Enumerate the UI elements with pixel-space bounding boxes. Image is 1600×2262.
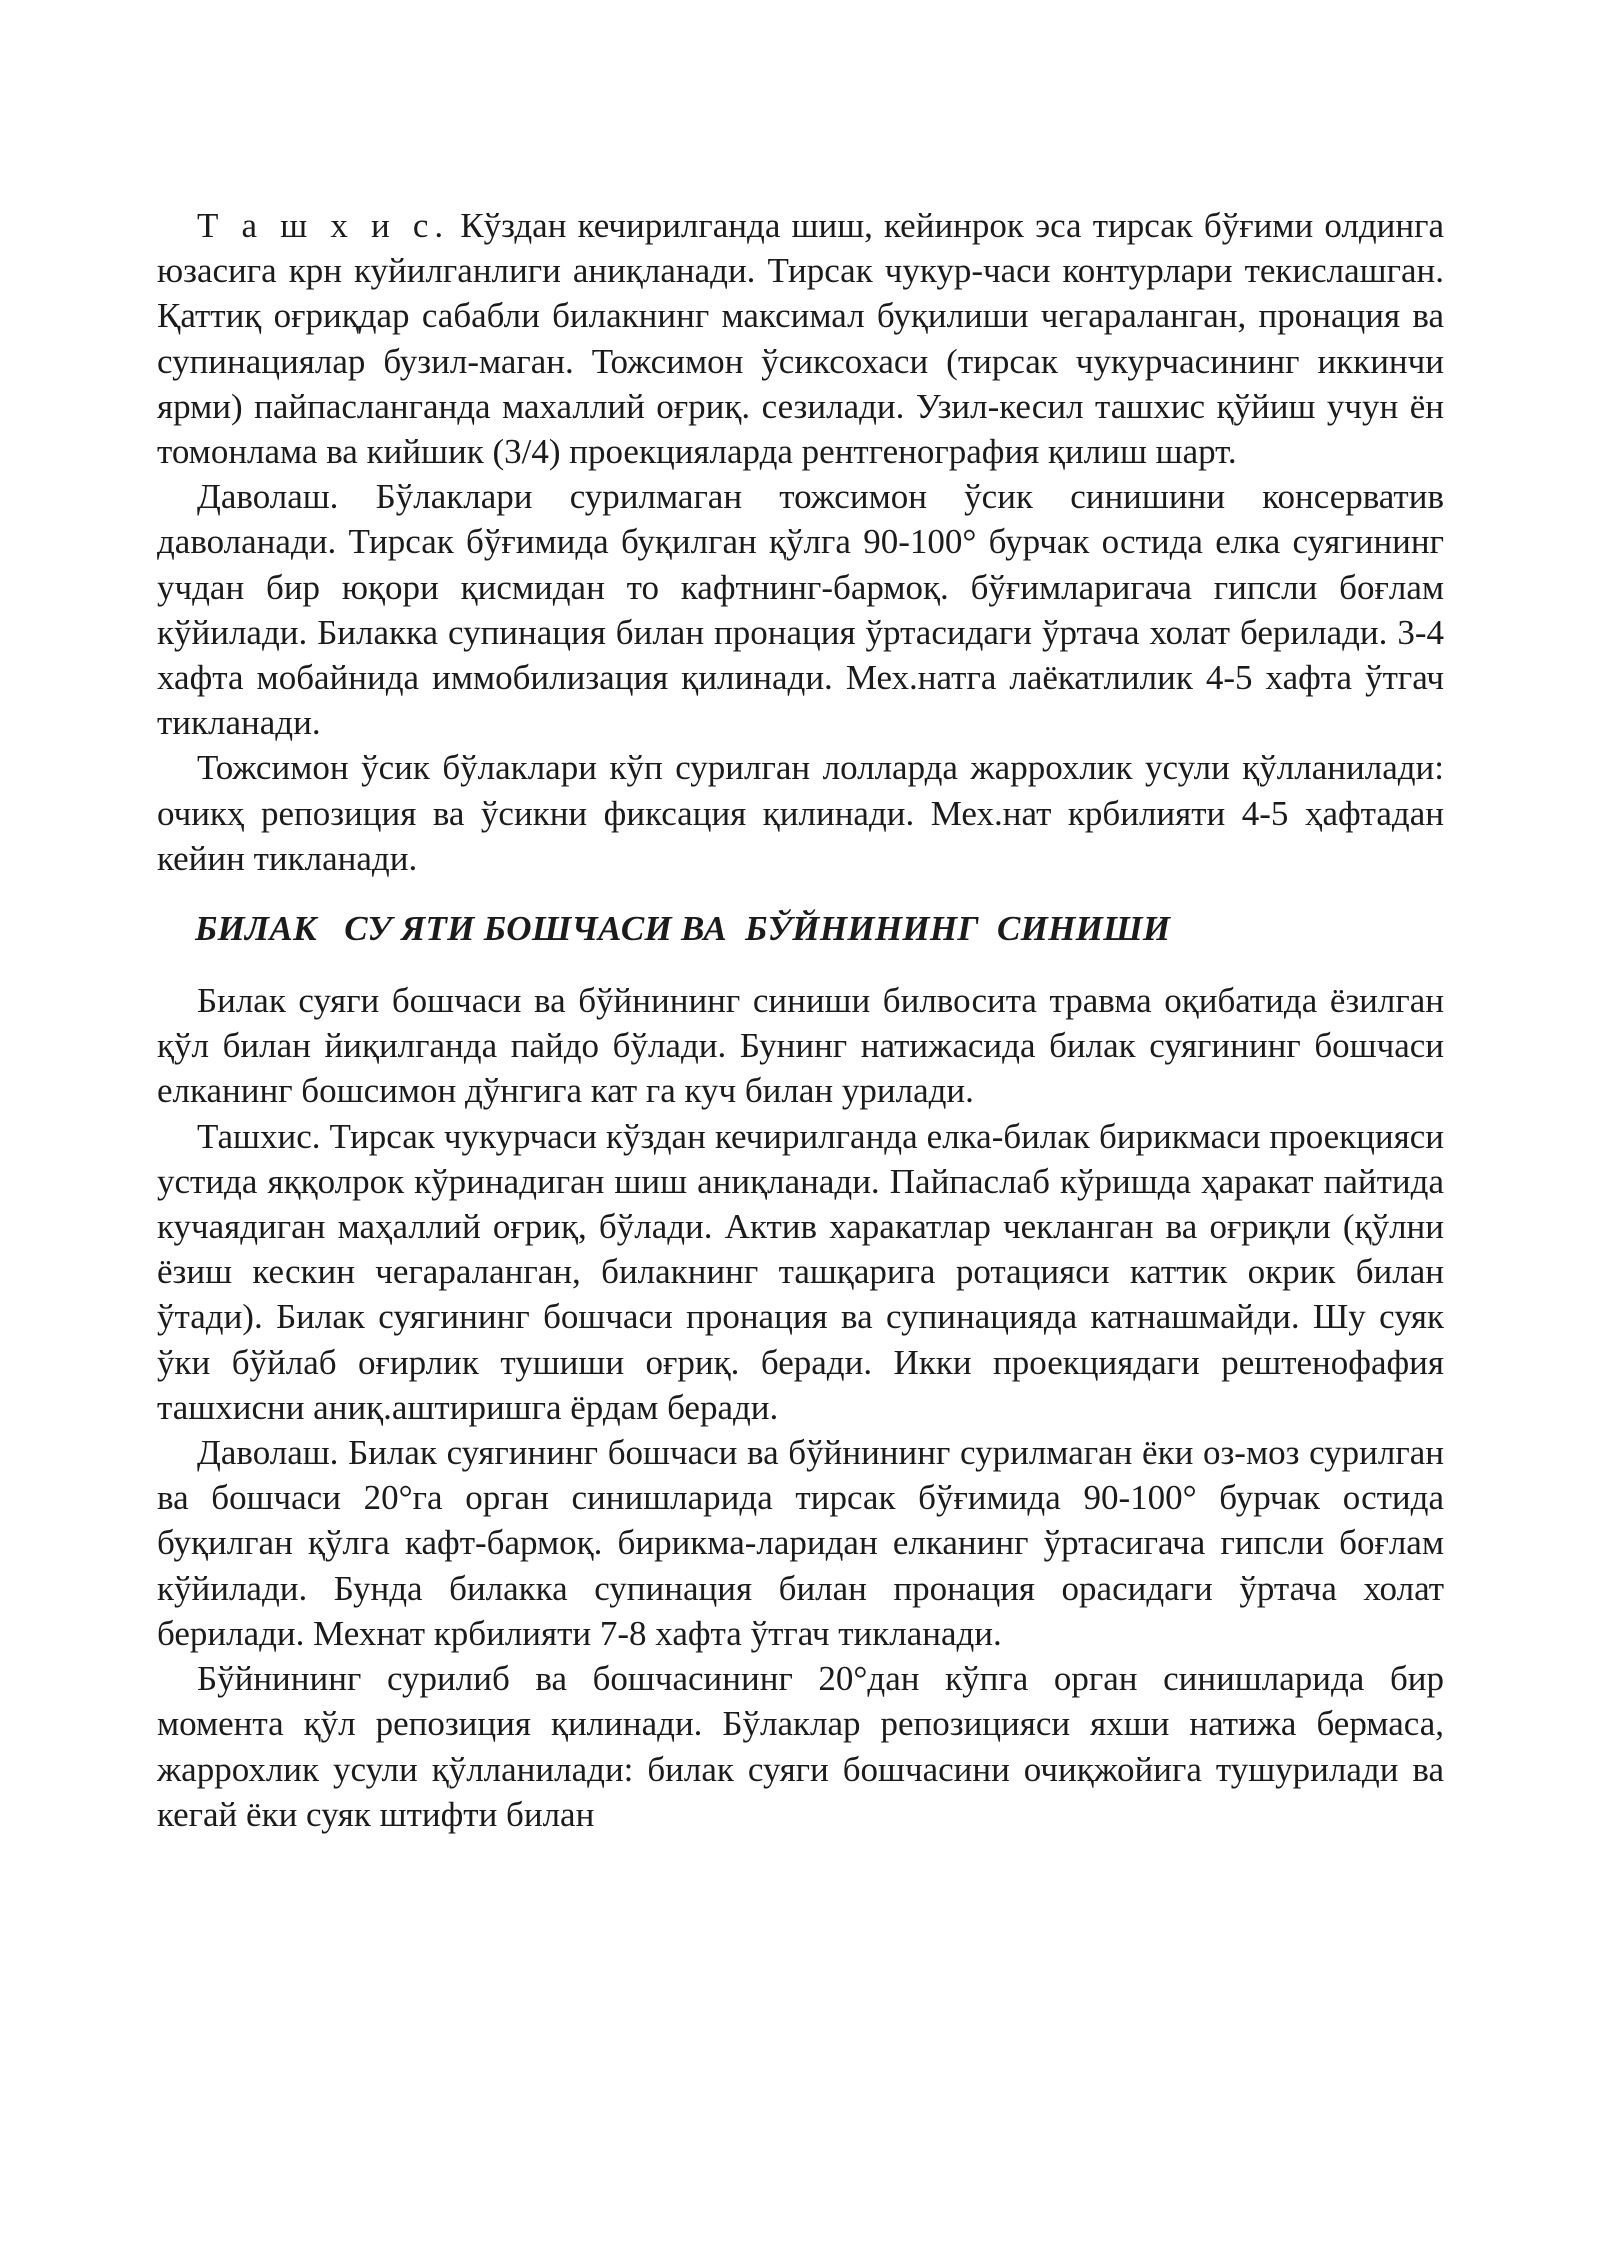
paragraph-lead-word: Т а ш х и с. (197, 206, 450, 245)
paragraph-treatment-coronoid: Даволаш. Бўлаклари сурилмаган тожсимон ўсик синишини консерватив даволанади. Тирсак бўғимида буқилган қўлга 90-100° бурчак остида елка суягининг учдан бир юқори қисмидан то кафтнинг-бармоқ. бўғимларигача гипсли боғлам кўйилади. Билакка супинация билан пронация ўртасидаги ўртача холат берилади. 3-4 хафта мобайнида иммобилизация қилинади. Мех.натга лаёкатлилик 4-5 хафта ўтгач тикланади. (157, 477, 1444, 743)
paragraph-diagnosis-radial-head: Ташхис. Тирсак чукурчаси кўздан кечирилганда елка-билак бирикмаси проекцияси устида яққолрок кўринадиган шиш аниқланади. Пайпаслаб кўришда ҳаракат пайтида кучаядиган маҳаллий оғриқ, бўлади. Актив харакатлар чекланган ва оғриқли (қўлни ёзиш кескин чегараланган, билакнинг ташқарига ротацияси каттик окрик билан ўтади). Билак суягининг бошчаси пронация ва супинацияда катнашмайди. Шу суяк ўки бўйлаб оғирлик тушиши оғриқ. беради. Икки проекциядаги рештенофафия ташхисни аниқ.аштиришга ёрдам беради. (157, 1116, 1444, 1427)
paragraph-text: Кўздан кечирилганда шиш, кейинрок эса тирсак бўғими олдинга юзасига крн куйилганлиги аниқланади. Тирсак чукур-часи контурлари текислашган. Қаттиқ оғриқдар сабабли билакнинг максимал буқилиши чегараланган, пронация ва супинациялар бузил-маган. Тожсимон ўсиксохаси (тирсак чукурчасининг иккинчи ярми) пайпасланганда махаллий оғриқ. сезилади. Узил-кесил ташхис қўйиш учун ён томонлама ва кийшик (3/4) проекцияларда рентгенография қилиш шарт. (157, 206, 1445, 472)
paragraph-treatment-radial-head: Даволаш. Билак суягининг бошчаси ва бўйнининг сурилмаган ёки оз-моз сурилган ва бошчаси 20°га орган синишларида тирсак бўғимида 90-100° бурчак остида буқилган қўлга кафт-бармоқ. бирикма-ларидан елканинг ўртасигача гипсли боғлам кўйилади. Бунда билакка супинация билан пронация орасидаги ўртача холат берилади. Мехнат крбилияти 7-8 хафта ўтгач тикланади. (157, 1433, 1444, 1653)
page-body (157, 203, 1444, 1837)
paragraph-surgery-radial-head: Бўйнининг сурилиб ва бошчасининг 20°дан кўпга орган синишларида бир момента қўл репозиция қилинади. Бўлаклар репозицияси яхши натижа бермаса, жаррохлик усули қўлланилади: билак суяги бошчасини очиқжойига тушурилади ва кегай ёки суяк штифти билан (157, 1659, 1444, 1834)
section-heading: БИЛАК СУ ЯТИ БОШЧАСИ ВА БЎЙНИНИНГ СИНИШИ (195, 909, 1171, 949)
paragraph-intro-radial-head: Билак суяги бошчаси ва бўйнининг синиши билвосита травма оқибатида ёзилган қўл билан йиқилганда пайдо бўлади. Бунинг натижасида билак суягининг бошчаси елканинг бошсимон дўнгига кат га куч билан урилади. (157, 981, 1444, 1111)
paragraph-diagnosis-coronoid (157, 203, 1444, 474)
paragraph-surgery-coronoid: Тожсимон ўсик бўлаклари кўп сурилган лолларда жаррохлик усули қўлланилади: очикҳ репозиция ва ўсикни фиксация қилинади. Мех.нат крбилияти 4-5 ҳафтадан кейин тикланади. (157, 748, 1444, 878)
